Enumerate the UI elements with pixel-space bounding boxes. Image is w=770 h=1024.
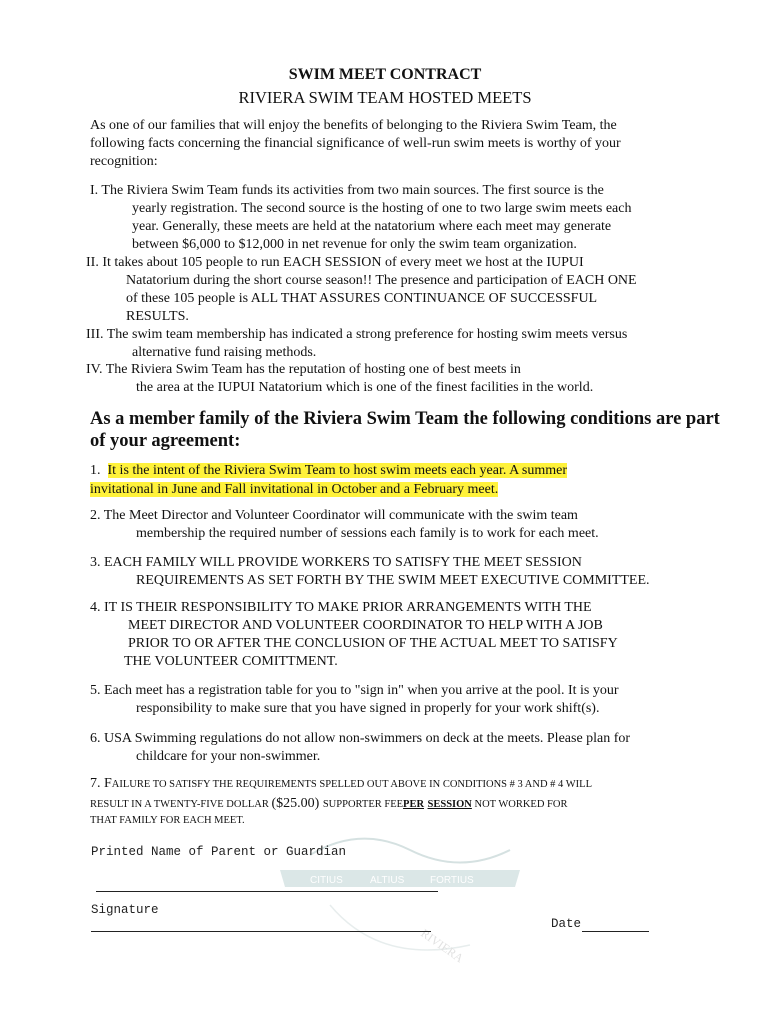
printed-name-label: Printed Name of Parent or Guardian bbox=[91, 845, 347, 859]
condition-4-line-1: 4. IT IS THEIR RESPONSIBILITY TO MAKE PRIOR ARRANGEMENTS WITH THE bbox=[90, 600, 592, 615]
condition-4-line-2: MEET DIRECTOR AND VOLUNTEER COORDINATOR TO HELP WITH A JOB bbox=[128, 618, 603, 633]
condition-7-line-3: THAT FAMILY FOR EACH MEET. bbox=[90, 815, 245, 826]
signature-label: Signature bbox=[91, 903, 159, 917]
fact-1-line-1: I. The Riviera Swim Team funds its activities from two main sources. The first source is the bbox=[90, 183, 604, 198]
condition-5-line-1: 5. Each meet has a registration table for you to "sign in" when you arrive at the pool. It is your bbox=[90, 683, 619, 698]
condition-4-line-4: THE VOLUNTEER COMITTMENT. bbox=[124, 654, 338, 669]
fact-2-line-1: II. It takes about 105 people to run EACH SESSION of every meet we host at the IUPUI bbox=[86, 255, 584, 270]
fact-2-line-2: Natatorium during the short course season!! The presence and participation of EACH ONE bbox=[126, 273, 637, 288]
fact-1-line-4: between $6,000 to $12,000 in net revenue for only the swim team organization. bbox=[132, 237, 577, 252]
contract-title: SWIM MEET CONTRACT bbox=[288, 66, 482, 83]
condition-3-line-2: REQUIREMENTS AS SET FORTH BY THE SWIM MEET EXECUTIVE COMMITTEE. bbox=[136, 573, 650, 588]
fact-1-line-3: year. Generally, these meets are held at the natatorium where each meet may generate bbox=[132, 219, 612, 234]
conditions-heading-line-1: As a member family of the Riviera Swim Team the following conditions are part bbox=[90, 409, 720, 429]
condition-5-line-2: responsibility to make sure that you have signed in properly for your work shift(s). bbox=[136, 701, 600, 716]
date-field[interactable] bbox=[582, 914, 649, 932]
fact-3-line-1: III. The swim team membership has indicated a strong preference for hosting swim meets versus bbox=[86, 327, 628, 342]
svg-text:ALTIUS: ALTIUS bbox=[370, 875, 405, 886]
fact-4-line-2: the area at the IUPUI Natatorium which is one of the finest facilities in the world. bbox=[136, 380, 594, 395]
conditions-heading-line-2: of your agreement: bbox=[90, 431, 241, 451]
intro-line-1: As one of our families that will enjoy the benefits of belonging to the Riviera Swim Team, the bbox=[90, 118, 617, 133]
svg-text:RIVIERA: RIVIERA bbox=[418, 925, 467, 966]
condition-6-line-2: childcare for your non-swimmer. bbox=[136, 749, 321, 764]
condition-7-line-2: RESULT IN A TWENTY-FIVE DOLLAR ($25.00) SUPPORTER FEEPER SESSION NOT WORKED FOR bbox=[90, 796, 568, 811]
condition-2-line-1: 2. The Meet Director and Volunteer Coordinator will communicate with the swim team bbox=[90, 508, 578, 523]
contract-subtitle: RIVIERA SWIM TEAM HOSTED MEETS bbox=[238, 88, 532, 107]
condition-2-line-2: membership the required number of sessions each family is to work for each meet. bbox=[136, 526, 599, 541]
intro-line-2: following facts concerning the financial significance of well-run swim meets is worthy of your bbox=[90, 136, 621, 151]
riviera-logo-watermark bbox=[270, 795, 530, 1015]
svg-text:CITIUS: CITIUS bbox=[310, 875, 343, 886]
svg-text:FORTIUS: FORTIUS bbox=[430, 875, 474, 886]
intro-line-3: recognition: bbox=[90, 154, 158, 169]
fact-2-line-3: of these 105 people is ALL THAT ASSURES CONTINUANCE OF SUCCESSFUL bbox=[126, 291, 598, 306]
fact-2-line-4: RESULTS. bbox=[126, 309, 189, 324]
printed-name-field[interactable] bbox=[96, 873, 438, 892]
condition-4-line-3: PRIOR TO OR AFTER THE CONCLUSION OF THE ACTUAL MEET TO SATISFY bbox=[128, 636, 618, 651]
fact-1-line-2: yearly registration. The second source is the hosting of one to two large swim meets each bbox=[132, 201, 632, 216]
condition-1-line-2: invitational in June and Fall invitational in October and a February meet. bbox=[90, 482, 499, 497]
fact-4-line-1: IV. The Riviera Swim Team has the reputation of hosting one of best meets in bbox=[86, 362, 521, 377]
condition-6-line-1: 6. USA Swimming regulations do not allow non-swimmers on deck at the meets. Please plan for bbox=[90, 731, 631, 746]
condition-1-line-1: 1. It is the intent of the Riviera Swim Team to host swim meets each year. A summer bbox=[90, 463, 568, 478]
fact-3-line-2: alternative fund raising methods. bbox=[132, 345, 317, 360]
condition-3-line-1: 3. EACH FAMILY WILL PROVIDE WORKERS TO SATISFY THE MEET SESSION bbox=[90, 555, 582, 570]
date-label: Date bbox=[551, 917, 582, 931]
signature-field[interactable] bbox=[91, 914, 431, 932]
condition-7-line-1: 7. FAILURE TO SATISFY THE REQUIREMENTS SPELLED OUT ABOVE IN CONDITIONS # 3 AND # 4 WILL bbox=[90, 776, 592, 791]
